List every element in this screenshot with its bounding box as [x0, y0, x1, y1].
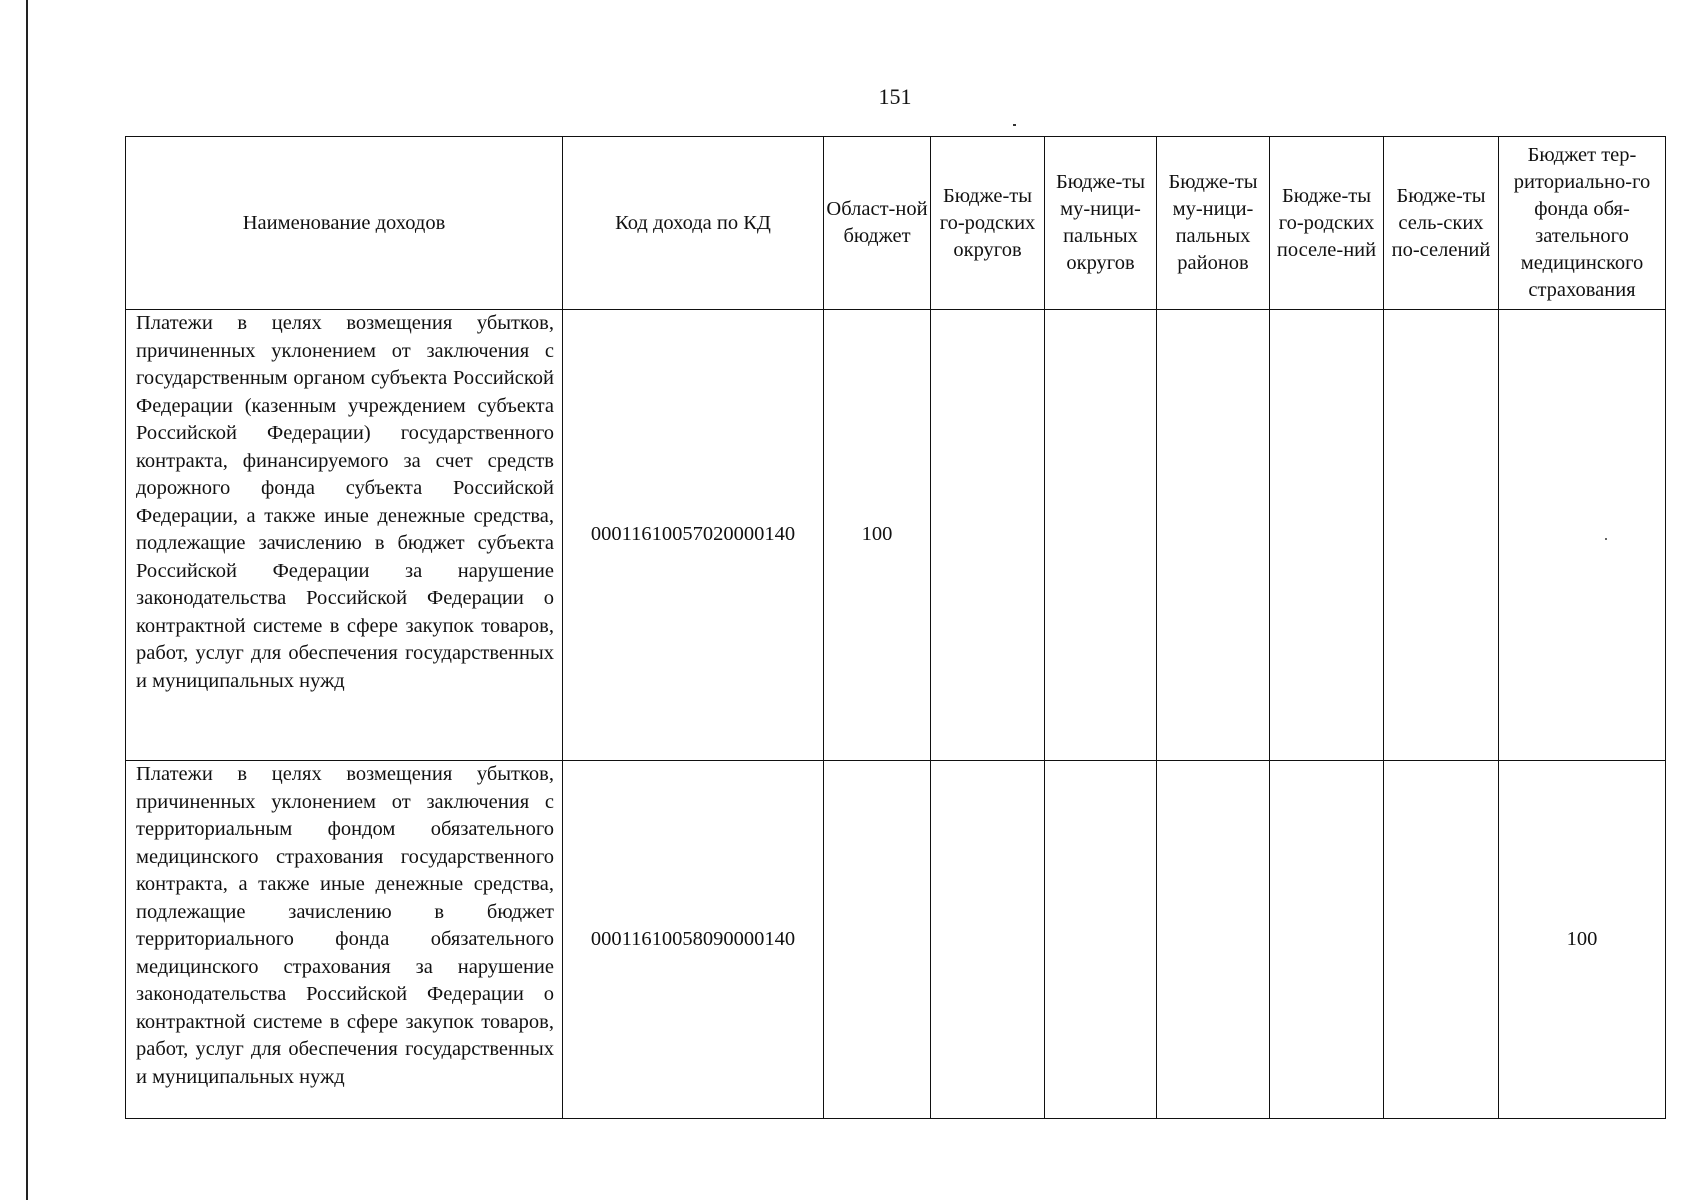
table-row: [126, 761, 1666, 1119]
revenue-name-cell: Платежи в целях возмещения убытков, причиненных уклонением от заключения с государственным органом субъекта Российской Федерации (казенным учреждением субъекта Российской Федерации) государственного контракта, финансируемого за счет средств дорожного фонда субъекта Российской Федерации, а также иные денежные средства, подлежащие зачислению в бюджет субъекта Российской Федерации за нарушение законодательства Российской Федерации о контрактной системе в сфере закупок товаров, работ, услуг для обеспечения государственных и муниципальных нужд: [126, 310, 563, 761]
header-municipal-district-budgets: Бюдже-ты му-ници-пальных округов: [1045, 137, 1157, 310]
table-header-row: [126, 137, 1666, 310]
header-revenue-name: Наименование доходов: [126, 137, 563, 310]
revenue-name-cell: Платежи в целях возмещения убытков, причиненных уклонением от заключения с территориальным фондом обязательного медицинского страхования государственного контракта, а также иные денежные средства, подлежащие зачислению в бюджет территориального фонда обязательного медицинского страхования за нарушение законодательства Российской Федерации о контрактной системе в сфере закупок товаров, работ, услуг для обеспечения государственных и муниципальных нужд: [126, 761, 563, 1119]
revenue-code-cell: 00011610058090000140: [563, 761, 824, 1119]
rural-settlement-budgets-cell: [1384, 761, 1499, 1119]
header-rural-settlement-budgets: Бюдже-ты сель-ских по-селений: [1384, 137, 1499, 310]
medical-insurance-fund-budget-cell: 100: [1499, 761, 1666, 1119]
medical-insurance-fund-budget-cell: [1499, 310, 1666, 761]
municipal-district-budgets-cell: [1045, 761, 1157, 1119]
municipal-region-budgets-cell: [1157, 761, 1270, 1119]
scan-artifact-dot: [1605, 538, 1607, 540]
urban-settlement-budgets-cell: [1270, 761, 1384, 1119]
revenue-code-cell: 00011610057020000140: [563, 310, 824, 761]
page-number: 151: [878, 84, 912, 109]
scan-artifact-dot: [1013, 124, 1016, 126]
city-district-budgets-cell: [931, 761, 1045, 1119]
header-urban-settlement-budgets: Бюдже-ты го-родских поселе-ний: [1270, 137, 1384, 310]
regional-budget-cell: 100: [824, 310, 931, 761]
header-municipal-region-budgets: Бюдже-ты му-ници-пальных районов: [1157, 137, 1270, 310]
urban-settlement-budgets-cell: [1270, 310, 1384, 761]
header-revenue-code: Код дохода по КД: [563, 137, 824, 310]
binding-edge-line: [26, 0, 28, 1200]
header-medical-insurance-fund-budget: Бюджет тер-риториально-го фонда обя-зательного медицинского страхования: [1499, 137, 1666, 310]
rural-settlement-budgets-cell: [1384, 310, 1499, 761]
municipal-region-budgets-cell: [1157, 310, 1270, 761]
regional-budget-cell: [824, 761, 931, 1119]
revenue-distribution-table: [125, 136, 1666, 1119]
header-regional-budget: Област-ной бюджет: [824, 137, 931, 310]
table-row: [126, 310, 1666, 761]
municipal-district-budgets-cell: [1045, 310, 1157, 761]
header-city-district-budgets: Бюдже-ты го-родских округов: [931, 137, 1045, 310]
city-district-budgets-cell: [931, 310, 1045, 761]
